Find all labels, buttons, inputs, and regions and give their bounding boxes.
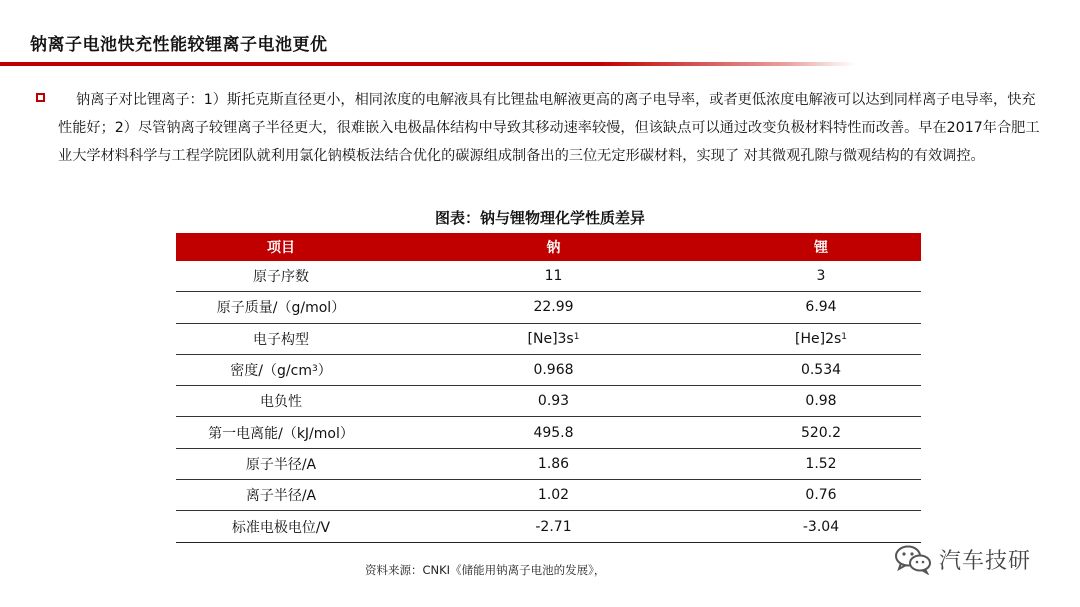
table-row (176, 354, 921, 385)
lithium-value: 0.98 (721, 386, 921, 417)
watermark-text: 汽车技研 (939, 548, 1032, 574)
body-paragraph: 钠离子对比锂离子：1）斯托克斯直径更小，相同浓度的电解液具有比锂盐电解液更高的离子电导率，或者更低浓度电解液可以达到同样离子电导率，快充性能好；2）尽管钠离子较锂离子半径更大，很难嵌入电极晶体结构中导致其移动速率较慢，但该缺点可以通过改变负极材料特性而改善。早在2017年合肥工业大学材料科学与工程学院团队就利用氯化钠模板法结合优化的碳源组成制备出的三位无定形碳材料，实现了 对其微观孔隙与微观结构的有效调控。 (58, 92, 1040, 164)
sodium-value: -2.71 (386, 511, 721, 542)
table-caption: 图表：钠与锂物理化学性质差异 (434, 209, 645, 227)
row-label: 电子构型 (176, 323, 386, 354)
title-underline (0, 62, 855, 66)
table-row (176, 417, 921, 448)
sodium-value: $[Ne]3s^1$ (386, 323, 721, 354)
lithium-value: -3.04 (721, 511, 921, 542)
table-row (176, 261, 921, 292)
wechat-icon (893, 543, 933, 575)
watermark (893, 543, 1031, 575)
sodium-value: 0.968 (386, 354, 721, 385)
table-header-row (176, 233, 921, 261)
source-note: 资料来源：CNKI《储能用钠离子电池的发展》， (365, 563, 606, 577)
row-label: 密度$/(g/cm^3)$ (176, 354, 386, 385)
lithium-value: 6.94 (721, 292, 921, 323)
lithium-value: 520.2 (721, 417, 921, 448)
row-label: 原子半径/A (176, 448, 386, 479)
table-row (176, 480, 921, 511)
bullet-square-icon (36, 93, 45, 102)
sodium-value: 22.99 (386, 292, 721, 323)
lithium-value: $[He]2s^1$ (721, 323, 921, 354)
row-label: 原子序数 (176, 261, 386, 292)
row-label: 标准电极电位/V (176, 511, 386, 542)
row-label: 电负性 (176, 386, 386, 417)
table-row (176, 448, 921, 479)
row-label: 第一电离能/（kJ/mol） (176, 417, 386, 448)
header-sodium: 钠 (386, 233, 721, 261)
sodium-value: 1.86 (386, 448, 721, 479)
sodium-value: 495.8 (386, 417, 721, 448)
sodium-value: 0.93 (386, 386, 721, 417)
lithium-value: 0.76 (721, 480, 921, 511)
table-row (176, 511, 921, 542)
lithium-value: 3 (721, 261, 921, 292)
table-row (176, 386, 921, 417)
sodium-value: 1.02 (386, 480, 721, 511)
sodium-value: 11 (386, 261, 721, 292)
row-label: 原子质量/（g/mol） (176, 292, 386, 323)
lithium-value: 1.52 (721, 448, 921, 479)
table-row (176, 292, 921, 323)
header-item: 项目 (176, 233, 386, 261)
slide-title: 钠离子电池快充性能较锂离子电池更优 (30, 35, 328, 55)
table-row (176, 323, 921, 354)
lithium-value: 0.534 (721, 354, 921, 385)
header-lithium: 锂 (721, 233, 921, 261)
properties-table (176, 233, 921, 543)
row-label: 离子半径/A (176, 480, 386, 511)
